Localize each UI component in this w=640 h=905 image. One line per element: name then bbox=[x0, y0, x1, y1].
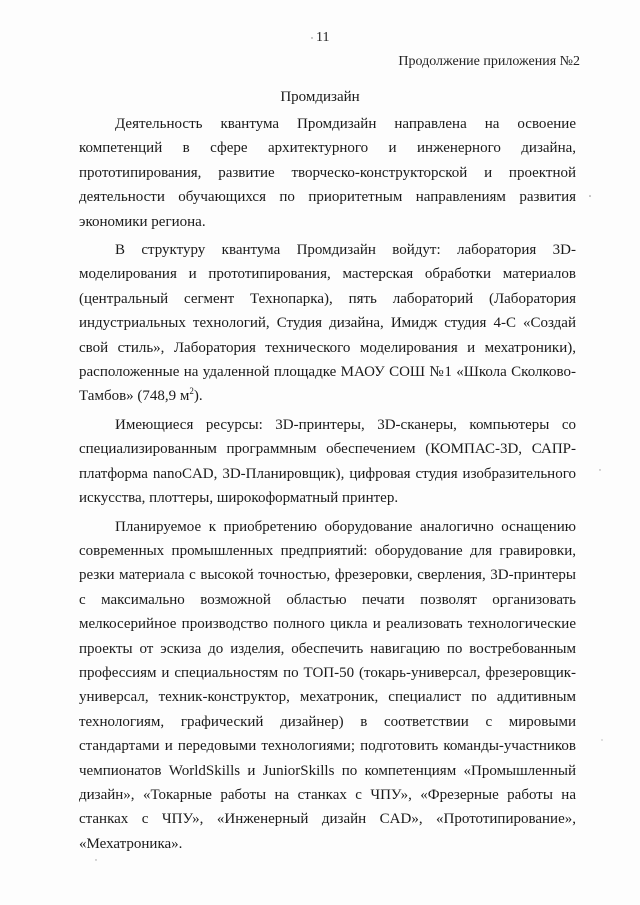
scan-speck bbox=[589, 195, 591, 197]
paragraph-activity: Деятельность квантума Промдизайн направлена на освоение компетенций в сфере архитектурного и инженерного дизайна, прототипирования, развитие творческо-конструкторской и проектной деятельности обучающихся по приоритетным направлениям развития экономики региона. bbox=[79, 116, 576, 230]
structure-text-tail: ). bbox=[193, 388, 203, 405]
page-number: 11 bbox=[316, 30, 330, 45]
section-title: Промдизайн bbox=[280, 89, 360, 105]
appendix-continuation-note: Продолжение приложения №2 bbox=[398, 54, 580, 69]
structure-text: В структуру квантума Промдизайн войдут: лаборатория 3D-моделирования и прототипирования, мастерская обработки материалов (центральный сегмент Технопарка), пять лабораторий (Лаборатория индустриальных технологий, Студия дизайна, Имидж студия 4-С «Создай свой стиль», Лаборатория технического моделирования и мехатроники), расположенные на удаленной площадке МАОУ СОШ №1 «Школа Сколково-Тамбов» (748,9 м bbox=[79, 242, 576, 405]
paragraph-resources: Имеющиеся ресурсы: 3D-принтеры, 3D-сканеры, компьютеры со специализированным программным обеспечением (КОМПАС-3D, САПР-платформа nanoCAD, 3D-Планировщик), цифровая студия изобразительного искусства, плоттеры, широкоформатный принтер. bbox=[79, 416, 576, 507]
paragraph-structure bbox=[79, 238, 576, 409]
scan-speck bbox=[601, 739, 602, 740]
scan-speck bbox=[311, 37, 312, 38]
area-unit-superscript: 2 bbox=[189, 386, 194, 397]
scan-speck bbox=[599, 469, 600, 470]
body-text bbox=[79, 112, 576, 860]
paragraph-equipment: Планируемое к приобретению оборудование аналогично оснащению современных промышленных предприятий: оборудование для гравировки, резки материала с высокой точностью, фрезеровки, сверления, 3D-принтеры с максимально возможной областью печати позволят организовать мелкосерийное производство полного цикла и реализовать технологические проекты от эскиза до изделия, обеспечить навигацию по востребованным профессиям и специальностям по ТОП-50 (токарь-универсал, фрезеровщик-универсал, техник-конструктор, мехатроник, специалист по аддитивным технологиям, графический дизайнер) в соответствии с мировыми стандартами и передовыми технологиями; подготовить команды-участников чемпионатов WorldSkills и JuniorSkills по компетенциям «Промышленный дизайн», «Токарные работы на станках с ЧПУ», «Фрезерные работы на станках с ЧПУ», «Инженерный дизайн CAD», «Прототипирование», «Мехатроника». bbox=[79, 518, 576, 852]
